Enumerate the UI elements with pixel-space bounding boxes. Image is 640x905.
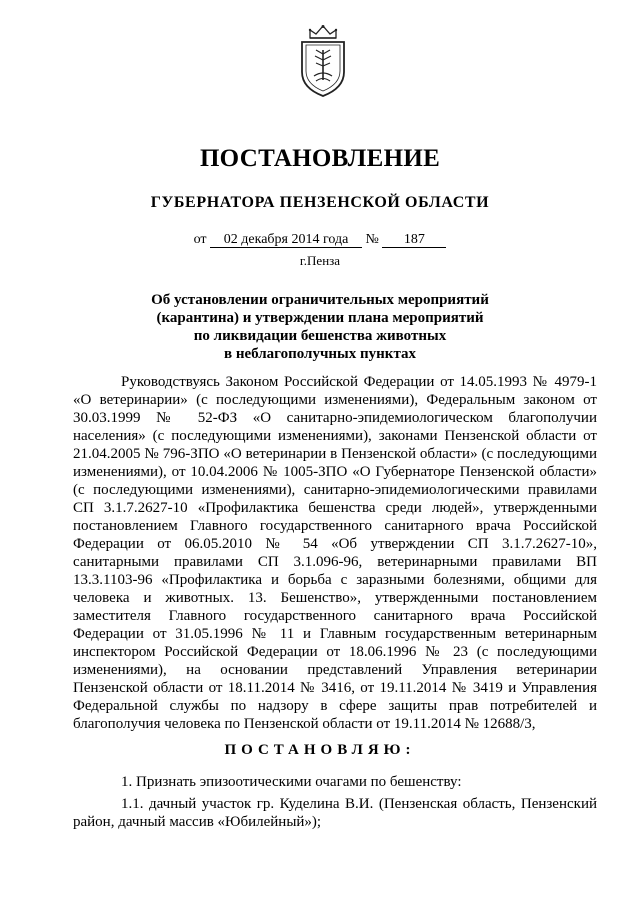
issuer-line: ГУБЕРНАТОРА ПЕНЗЕНСКОЙ ОБЛАСТИ (150, 194, 490, 211)
subject-line: в неблагополучных пунктах (223, 346, 417, 362)
document-number: 187 (382, 232, 446, 248)
date-prefix: от (193, 232, 207, 247)
penza-coat-of-arms-icon (296, 24, 350, 98)
subject-line: Об установлении ограничительных мероприятий (151, 292, 489, 308)
document-date: 02 декабря 2014 года (210, 232, 362, 248)
subject-line: по ликвидации бешенства животных (193, 328, 447, 344)
preamble-paragraph: Руководствуясь Законом Российской Федерации от 14.05.1993 № 4979-1 «О ветеринарии» (с последующими изменениями), Федеральным законом от 30.03.1999 № 52-ФЗ «О санитарно-эпидемиологическом благополучии населения» (с последующими изменениями), законами Пензенской области от 21.04.2005 № 796-ЗПО «О ветеринарии в Пензенской области» (с последующими изменениями), от 10.04.2006 № 1005-ЗПО «О Губернаторе Пензенской области» (с последующими изменениями), санитарно-эпидемиологическими правилами СП 3.1.7.2627-10 «Профилактика бешенства среди людей», утвержденными постановлением Главного государственного санитарного врача Российской Федерации от 06.05.2010 № 54 «Об утверждении СП 3.1.7.2627-10», санитарными правилами СП 3.1.096-96, ветеринарными правилами ВП 13.3.1103-96 «Профилактика и борьба с заразными болезнями, общими для человека и животных. 13. Бешенство», утвержденными постановлением заместителя Главного государственного санитарного врача Российской Федерации от 31.05.1996 № 11 и Главным государственным ветеринарным инспектором Российской Федерации от 18.06.1996 № 23 (с последующими изменениями), на основании представлений Управления ветеринарии Пензенской области от 18.11.2014 № 3416, от 19.11.2014 № 3419 и Управления Федеральной службы по надзору в сфере защиты прав потребителей и благополучия человека по Пензенской области от 19.11.2014 № 12688/3, (73, 374, 597, 732)
decree-item: 1.1. дачный участок гр. Куделина В.И. (Пензенская область, Пензенский район, дачный массив «Юбилейный»); (73, 796, 597, 830)
date-number-line (0, 232, 640, 248)
number-sign: № (365, 232, 379, 247)
decree-item: 1. Признать эпизоотическими очагами по бешенству: (121, 774, 462, 790)
document-type-title: ПОСТАНОВЛЕНИЕ (199, 145, 441, 172)
decree-heading: ПОСТАНОВЛЯЮ: (224, 742, 416, 758)
city-line: г.Пенза (299, 253, 341, 268)
subject-line: (карантина) и утверждении плана мероприятий (156, 310, 484, 326)
document-subject (0, 291, 640, 363)
